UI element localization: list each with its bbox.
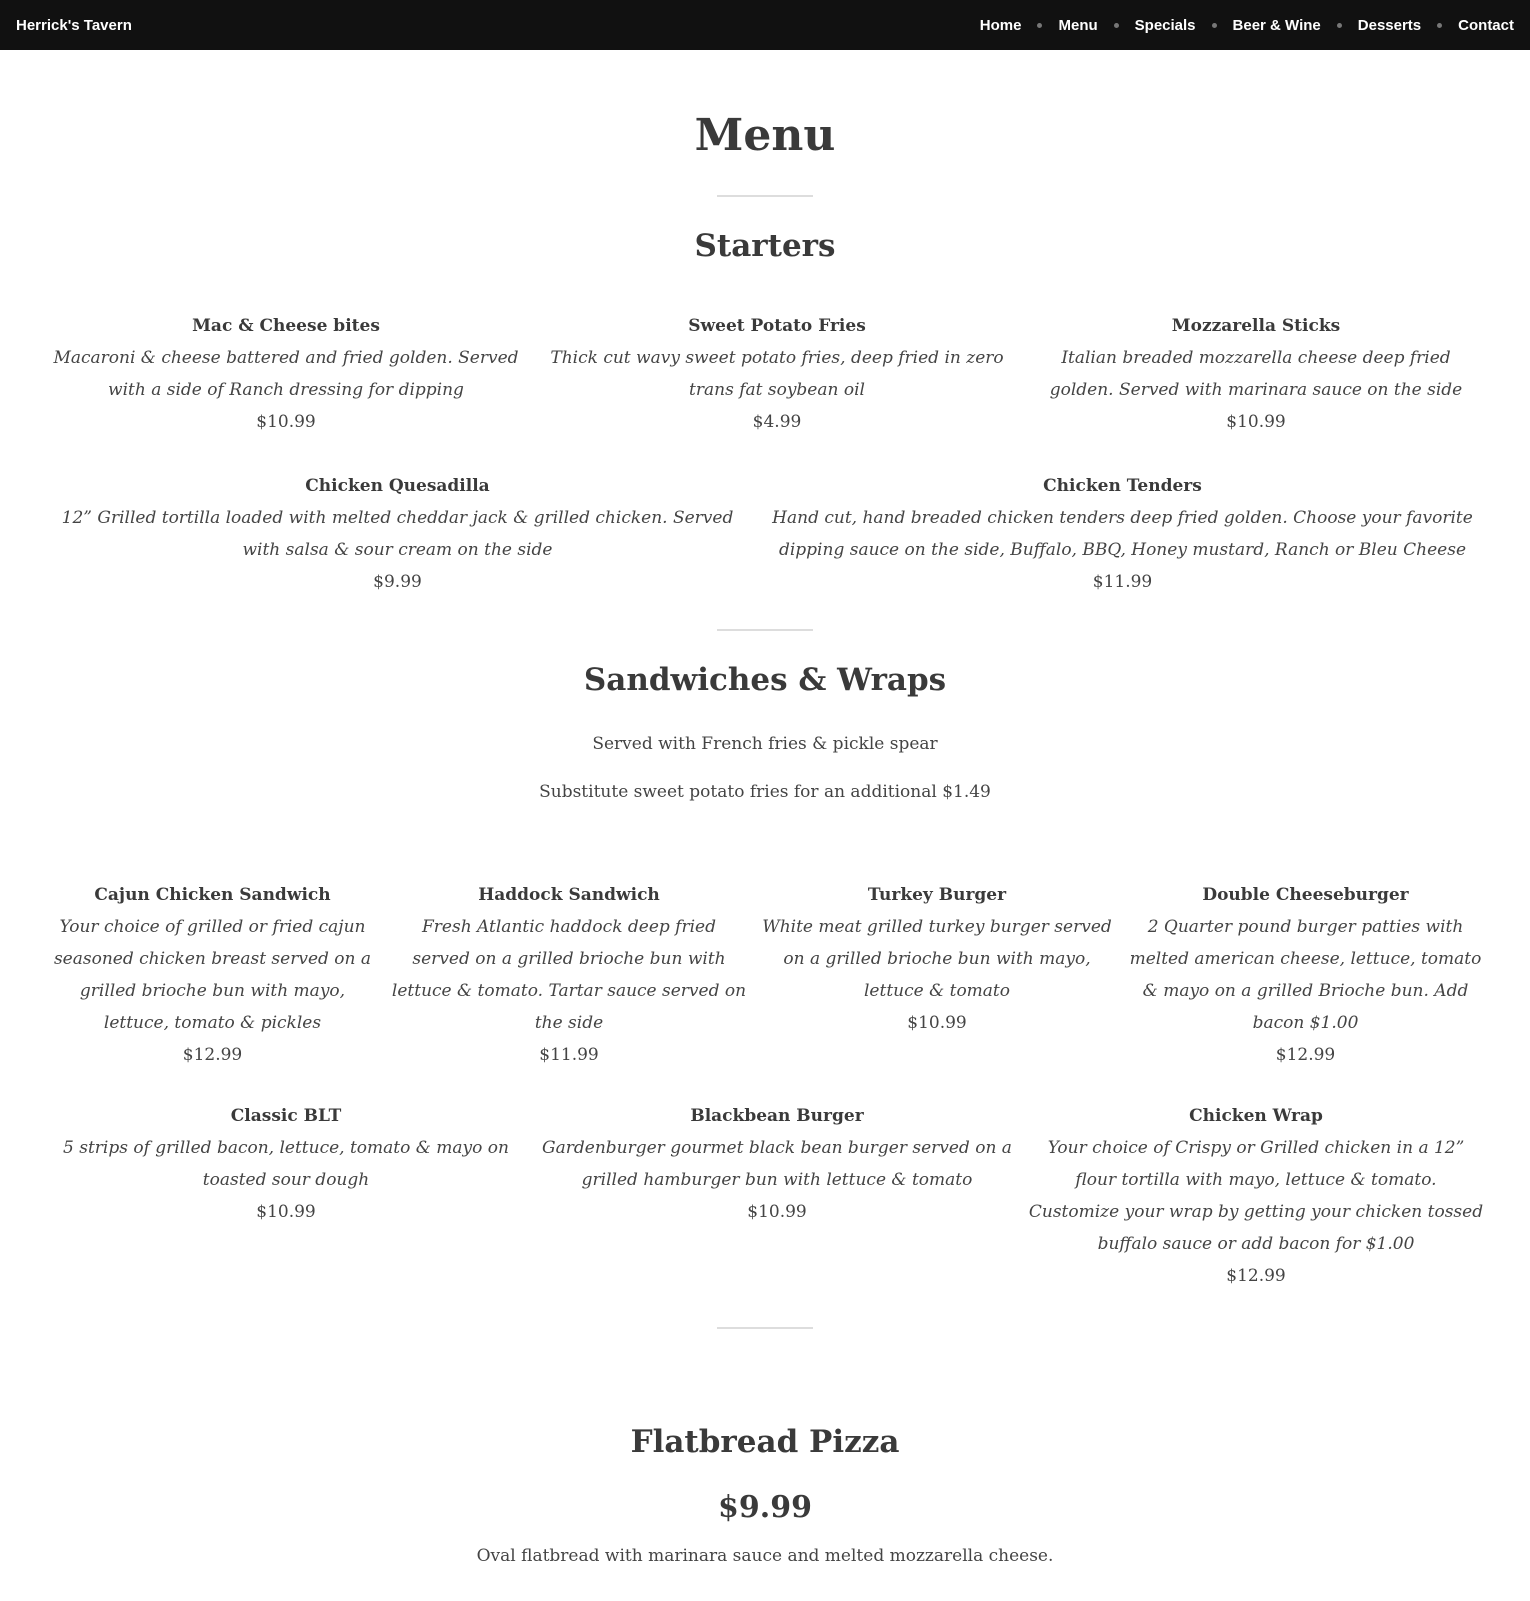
menu-item-chicken-wrap <box>1022 1100 1490 1292</box>
item-description: Thick cut wavy sweet potato fries, deep fried in zero trans fat soybean oil <box>550 348 1004 400</box>
starters-row-1 <box>40 310 1490 438</box>
item-price: $12.99 <box>182 1045 243 1065</box>
top-navigation-bar <box>0 0 1530 50</box>
menu-item-mac-cheese-bites <box>40 310 532 438</box>
item-description: Your choice of Crispy or Grilled chicken in a 12” flour tortilla with mayo, lettuce & tomato. Customize your wrap by getting your chicken tossed buffalo sauce or add bacon for $1.00 <box>1028 1138 1484 1254</box>
menu-item-haddock-sandwich <box>385 879 753 1071</box>
menu-item-mozzarella-sticks <box>1022 310 1490 438</box>
menu-item-sweet-potato-fries <box>532 310 1022 438</box>
item-price: $12.99 <box>1275 1045 1336 1065</box>
item-description: Fresh Atlantic haddock deep fried served on a grilled brioche bun with lettuce & tomato. Tartar sauce served on the side <box>391 917 747 1033</box>
menu-item-chicken-tenders <box>755 470 1490 598</box>
item-price: $10.99 <box>256 412 316 432</box>
menu-item-blackbean-burger <box>532 1100 1022 1292</box>
item-price: $11.99 <box>539 1045 599 1065</box>
item-name: Mozzarella Sticks <box>1171 316 1341 336</box>
item-price: $11.99 <box>1092 572 1153 592</box>
menu-item-turkey-burger <box>753 879 1121 1071</box>
item-price: $12.99 <box>1226 1266 1286 1286</box>
item-name: Sweet Potato Fries <box>688 316 866 336</box>
sandwiches-row-2 <box>40 1100 1490 1292</box>
nav-separator-dot <box>1114 23 1119 28</box>
nav-separator-dot <box>1212 23 1217 28</box>
item-name: Classic BLT <box>230 1106 342 1126</box>
item-name: Double Cheeseburger <box>1202 885 1409 905</box>
section-title-flatbread-pizza: Flatbread Pizza <box>630 1424 900 1460</box>
item-description: Italian breaded mozzarella cheese deep fried golden. Served with marinara sauce on the side <box>1049 348 1463 400</box>
item-name: Blackbean Burger <box>690 1106 864 1126</box>
flatbread-description: Oval flatbread with marinara sauce and melted mozzarella cheese. <box>476 1546 1054 1566</box>
item-name: Chicken Wrap <box>1189 1106 1323 1126</box>
item-name: Chicken Tenders <box>1043 476 1202 496</box>
starters-row-2 <box>40 470 1490 598</box>
menu-item-classic-blt <box>40 1100 532 1292</box>
item-price: $10.99 <box>256 1202 316 1222</box>
menu-item-chicken-quesadilla <box>40 470 755 598</box>
item-description: White meat grilled turkey burger served on a grilled brioche bun with mayo, lettuce & tomato <box>762 917 1112 1001</box>
item-name: Turkey Burger <box>867 885 1007 905</box>
nav-separator-dot <box>1337 23 1342 28</box>
section-title-starters: Starters <box>694 228 836 264</box>
menu-item-double-cheeseburger <box>1121 879 1490 1071</box>
item-price: $4.99 <box>752 412 802 432</box>
main-nav <box>980 17 1514 34</box>
sandwiches-row-1 <box>40 879 1490 1071</box>
nav-separator-dot <box>1437 23 1442 28</box>
item-price: $10.99 <box>907 1013 967 1033</box>
item-price: $10.99 <box>1226 412 1286 432</box>
item-name: Mac & Cheese bites <box>192 316 380 336</box>
menu-item-cajun-chicken-sandwich <box>40 879 385 1071</box>
title-divider <box>717 195 813 197</box>
nav-item-beer-wine[interactable]: Beer & Wine <box>1232 16 1321 34</box>
item-description: Hand cut, hand breaded chicken tenders deep fried golden. Choose your favorite dipping sauce on the side, Buffalo, BBQ, Honey mustard, Ranch or Bleu Cheese <box>772 508 1473 560</box>
item-price: $9.99 <box>373 572 422 592</box>
item-description: 12” Grilled tortilla loaded with melted cheddar jack & grilled chicken. Served with salsa & sour cream on the side <box>61 508 734 560</box>
item-description: Gardenburger gourmet black bean burger served on a grilled hamburger bun with lettuce & tomato <box>542 1138 1012 1190</box>
section-title-sandwiches-wraps: Sandwiches & Wraps <box>583 662 947 698</box>
sandwiches-note-fries: Served with French fries & pickle spear <box>592 734 938 754</box>
nav-item-desserts[interactable]: Desserts <box>1357 16 1422 34</box>
nav-item-contact[interactable]: Contact <box>1458 16 1514 34</box>
nav-separator-dot <box>1037 23 1042 28</box>
item-description: Macaroni & cheese battered and fried golden. Served with a side of Ranch dressing for dipping <box>53 348 519 400</box>
nav-item-specials[interactable]: Specials <box>1134 16 1196 34</box>
item-description: Your choice of grilled or fried cajun seasoned chicken breast served on a grilled brioche bun with mayo, lettuce, tomato & pickles <box>53 917 372 1033</box>
item-name: Cajun Chicken Sandwich <box>94 885 331 905</box>
item-name: Chicken Quesadilla <box>305 476 490 496</box>
item-price: $10.99 <box>747 1202 807 1222</box>
sandwiches-note-substitute: Substitute sweet potato fries for an additional $1.49 <box>539 782 991 802</box>
flatbread-price: $9.99 <box>718 1490 812 1525</box>
page-title: Menu <box>694 110 836 161</box>
section-divider <box>717 1327 813 1329</box>
item-description: 5 strips of grilled bacon, lettuce, tomato & mayo on toasted sour dough <box>63 1138 509 1190</box>
site-brand-link[interactable]: Herrick's Tavern <box>16 16 132 34</box>
nav-item-menu[interactable]: Menu <box>1058 16 1098 34</box>
nav-item-home[interactable]: Home <box>979 16 1022 34</box>
section-divider <box>717 629 813 631</box>
item-description: 2 Quarter pound burger patties with melted american cheese, lettuce, tomato & mayo on a grilled Brioche bun. Add bacon $1.00 <box>1129 917 1482 1033</box>
item-name: Haddock Sandwich <box>478 885 660 905</box>
